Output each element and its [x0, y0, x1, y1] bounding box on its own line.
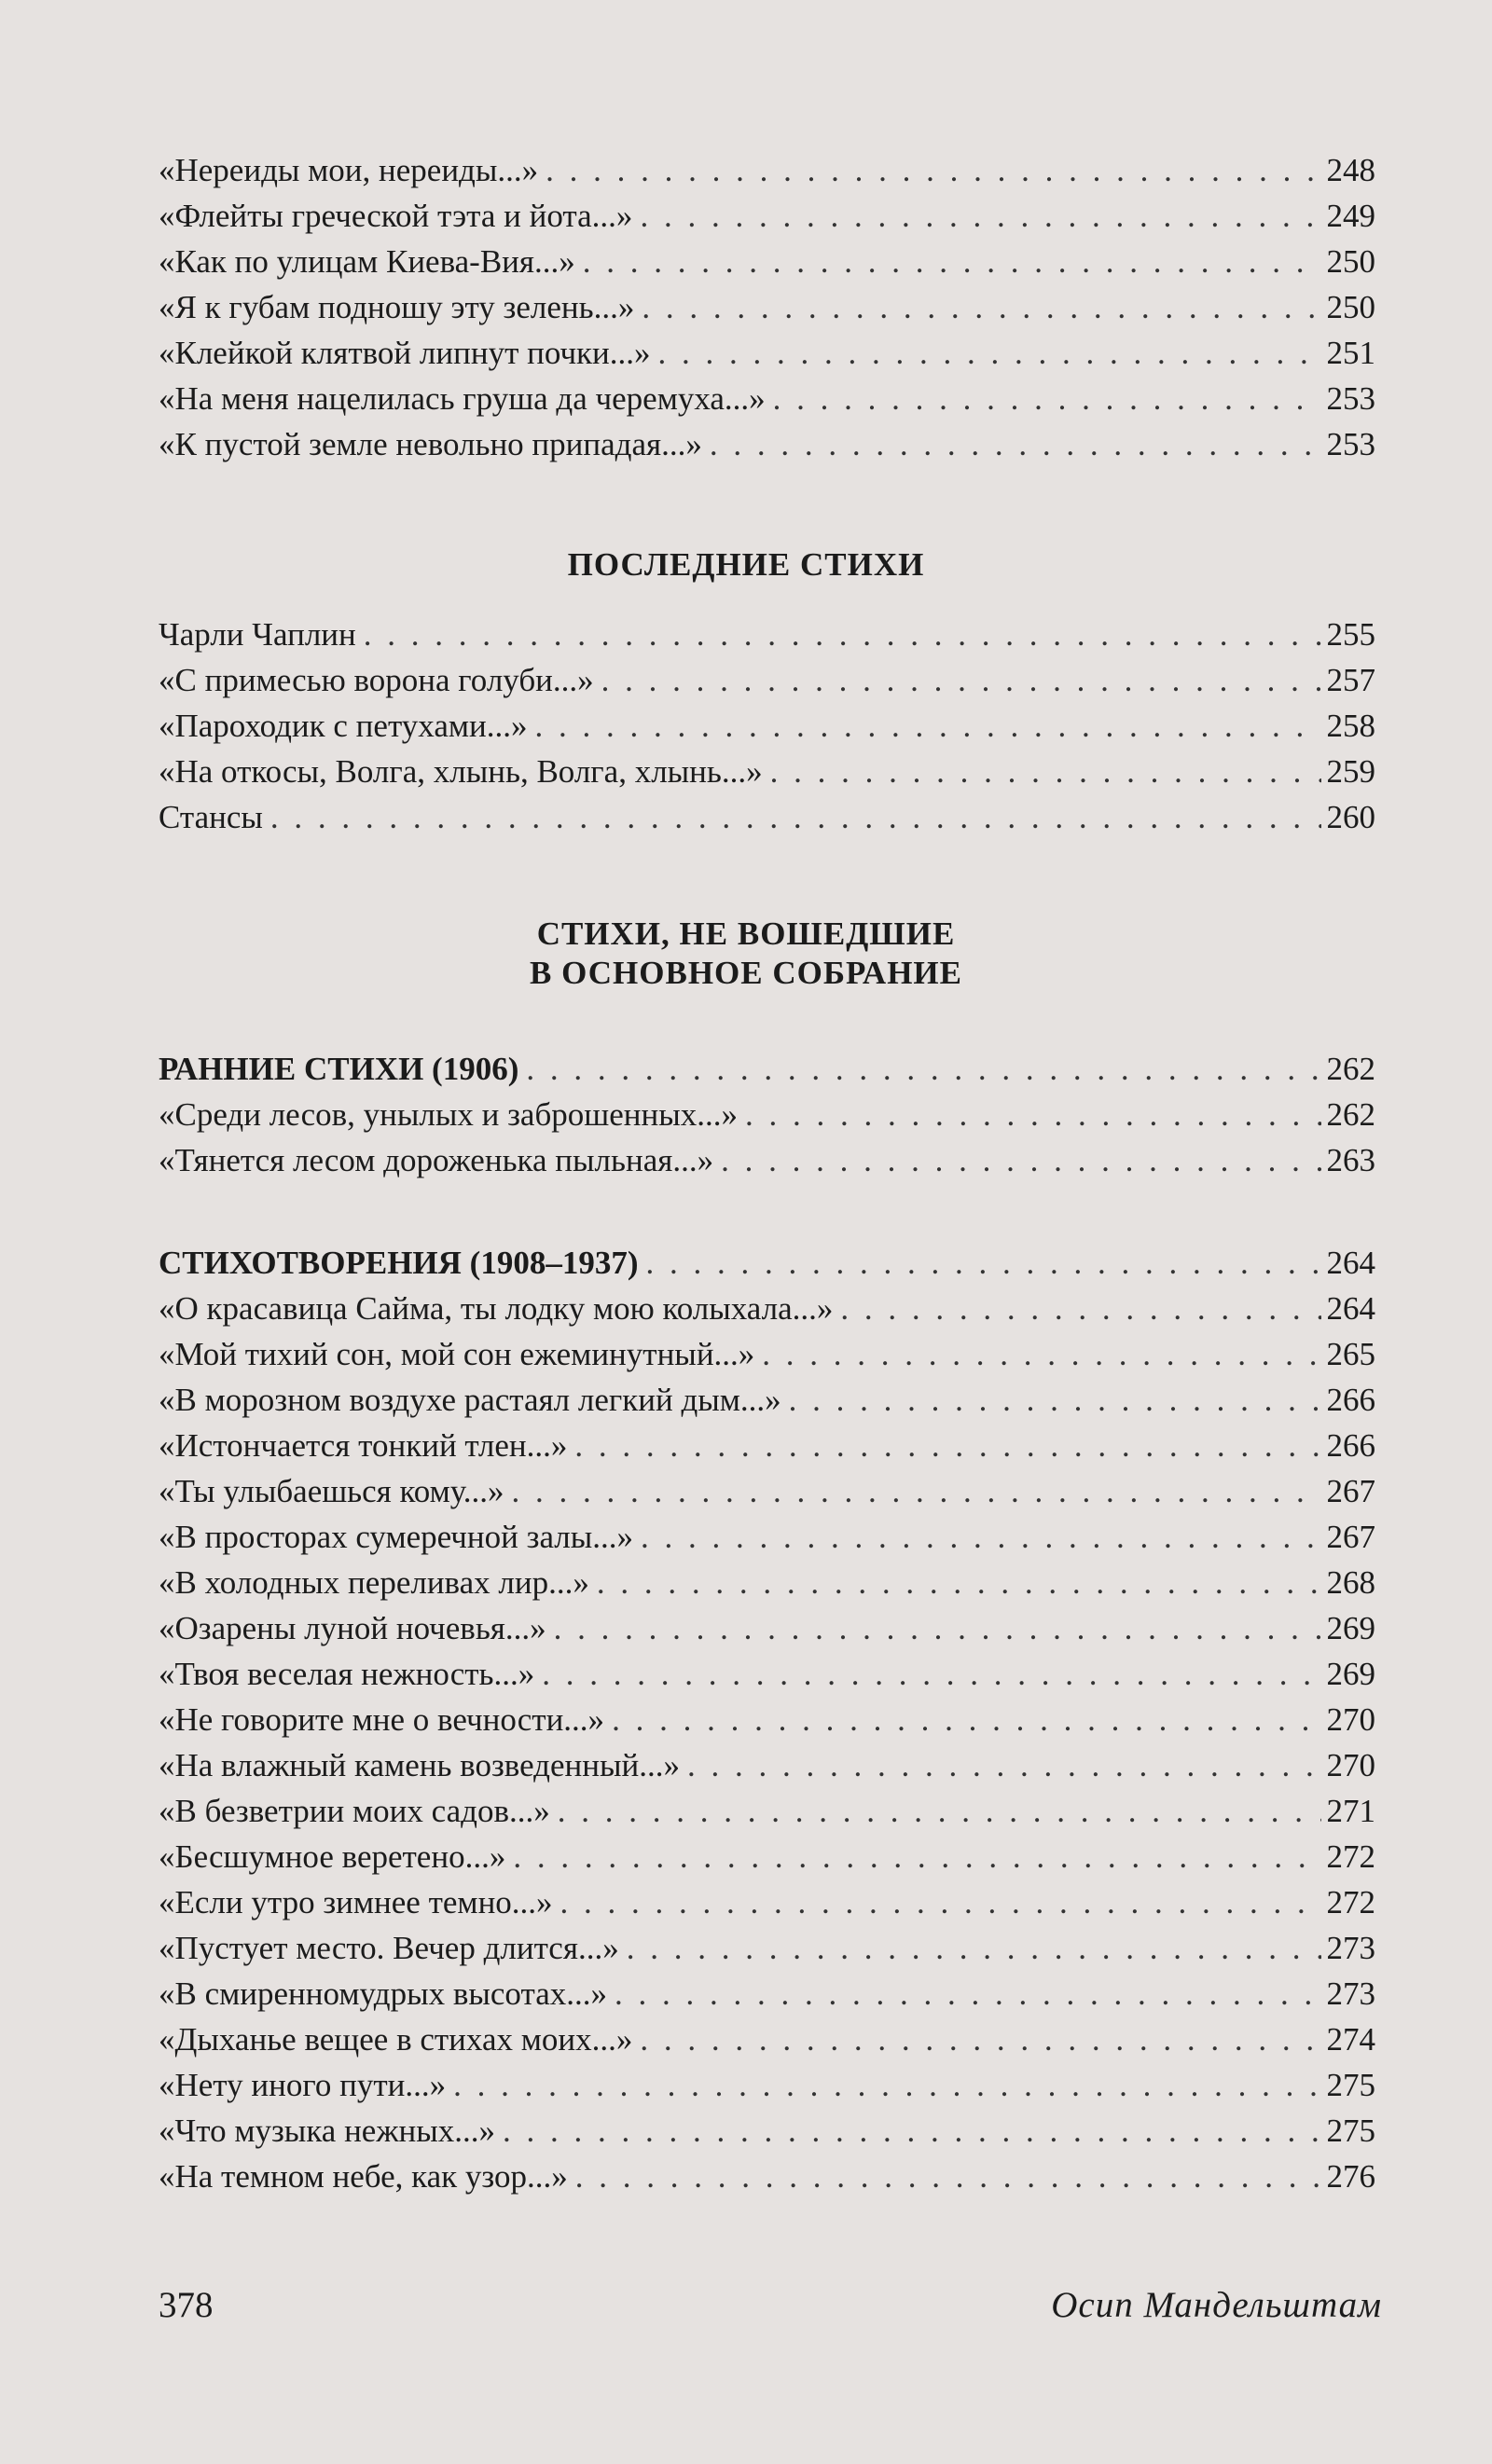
toc-entry: [159, 1651, 1375, 1697]
dot-leader: [503, 2108, 1320, 2154]
toc-group-early: [159, 1046, 1375, 1183]
toc-entry: [159, 1468, 1375, 1514]
entry-title: «В морозном воздухе растаял легкий дым...»: [159, 1382, 781, 1418]
entry-title: Чарли Чаплин: [159, 616, 356, 653]
toc-entry: [159, 1423, 1375, 1468]
dot-leader: [745, 1092, 1321, 1137]
entry-title: «Истончается тонкий тлен...»: [159, 1427, 568, 1464]
entry-title: «Если утро зимнее темно...»: [159, 1884, 553, 1920]
entry-title: «Дыханье вещее в стихах моих...»: [159, 2021, 633, 2058]
dot-leader: [641, 1514, 1320, 1560]
toc-entry: [159, 2017, 1375, 2062]
toc-entry: [159, 421, 1375, 467]
section-title-last-poems: ПОСЛЕДНИЕ СТИХИ: [567, 546, 925, 583]
entry-title: «Клейкой клятвой липнут почки...»: [159, 335, 651, 371]
dot-leader: [597, 1560, 1321, 1605]
dot-leader: [575, 2154, 1321, 2199]
entry-title: «В холодных переливах лир...»: [159, 1564, 589, 1601]
entry-title: «Что музыка нежных...»: [159, 2113, 496, 2149]
toc-entry: [159, 749, 1375, 794]
dot-leader: [583, 239, 1321, 284]
section-title-uncollected-line2: В ОСНОВНОЕ СОБРАНИЕ: [530, 955, 962, 991]
entry-title: «Среди лесов, унылых и заброшенных...»: [159, 1096, 738, 1133]
toc-entry: [159, 1605, 1375, 1651]
entry-title: «Озарены луной ночевья...»: [159, 1610, 546, 1646]
toc-entry: [159, 239, 1375, 284]
dot-leader: [640, 193, 1320, 239]
entry-title: Стансы: [159, 799, 263, 835]
dot-leader: [542, 1651, 1320, 1697]
dot-leader: [558, 1788, 1321, 1834]
entry-page: 249: [1326, 198, 1375, 234]
subsection-heading-early: [159, 1046, 1375, 1092]
entry-page: 258: [1326, 708, 1375, 744]
dot-leader: [511, 1468, 1320, 1514]
toc-entry: [159, 1286, 1375, 1331]
dot-leader: [513, 1834, 1320, 1879]
dot-leader: [640, 2017, 1320, 2062]
dot-leader: [840, 1286, 1320, 1331]
entry-title: «С примесью ворона голуби...»: [159, 662, 594, 698]
entry-page: 253: [1326, 426, 1375, 462]
dot-leader: [601, 657, 1321, 703]
entry-page: 275: [1326, 2067, 1375, 2103]
dot-leader: [721, 1137, 1320, 1183]
dot-leader: [560, 1879, 1321, 1925]
dot-leader: [270, 794, 1321, 840]
toc-group-poems: [159, 1240, 1375, 2199]
page-number: 378: [159, 2285, 214, 2325]
entry-title: «Как по улицам Киева-Вия...»: [159, 243, 575, 280]
toc-entry: [159, 1834, 1375, 1879]
toc-entry: [159, 1560, 1375, 1605]
entry-page: 264: [1326, 1290, 1375, 1327]
entry-page: 270: [1326, 1701, 1375, 1738]
entry-page: 250: [1326, 243, 1375, 280]
dot-leader: [762, 1331, 1320, 1377]
toc-entry: [159, 284, 1375, 330]
toc-entry: [159, 612, 1375, 657]
toc-entry: [159, 1788, 1375, 1834]
entry-title: «Нету иного пути...»: [159, 2067, 447, 2103]
subsection-heading-poems: [159, 1240, 1375, 1286]
entry-page: 253: [1326, 380, 1375, 417]
toc-entry: [159, 1742, 1375, 1788]
entry-page: 268: [1326, 1564, 1375, 1601]
entry-page: 262: [1326, 1096, 1375, 1133]
entry-title: «Нереиды мои, нереиды...»: [159, 152, 539, 188]
toc-entry: [159, 1514, 1375, 1560]
dot-leader: [615, 1971, 1321, 2017]
entry-page: 263: [1326, 1142, 1375, 1178]
dot-leader: [612, 1697, 1320, 1742]
entry-page: 262: [1326, 1051, 1375, 1087]
entry-page: 248: [1326, 152, 1375, 188]
toc-entry: [159, 1137, 1375, 1183]
entry-page: 250: [1326, 289, 1375, 325]
entry-title: «Я к губам подношу эту зелень...»: [159, 289, 635, 325]
entry-title: «На откосы, Волга, хлынь, Волга, хлынь...»: [159, 753, 763, 790]
dot-leader: [773, 376, 1321, 421]
dot-leader: [546, 147, 1320, 193]
entry-page: 274: [1326, 2021, 1375, 2058]
entry-page: 266: [1326, 1427, 1375, 1464]
entry-page: 272: [1326, 1838, 1375, 1875]
dot-leader: [710, 421, 1321, 467]
entry-page: 265: [1326, 1336, 1375, 1372]
toc-entry: [159, 193, 1375, 239]
dot-leader: [526, 1046, 1320, 1092]
entry-title: РАННИЕ СТИХИ (1906): [159, 1051, 519, 1087]
entry-page: 275: [1326, 2113, 1375, 2149]
toc-entry: [159, 1697, 1375, 1742]
entry-title: «В смиренномудрых высотах...»: [159, 1975, 607, 2012]
toc-entry: [159, 1925, 1375, 1971]
entry-title: «В просторах сумеречной залы...»: [159, 1519, 634, 1555]
entry-page: 276: [1326, 2158, 1375, 2195]
entry-title: «Ты улыбаешься кому...»: [159, 1473, 504, 1509]
toc-entry: [159, 147, 1375, 193]
toc-entry: [159, 1092, 1375, 1137]
toc-entry: [159, 330, 1375, 376]
entry-page: 267: [1326, 1519, 1375, 1555]
toc-entry: [159, 1971, 1375, 2017]
toc-entry: [159, 1331, 1375, 1377]
dot-leader: [534, 703, 1320, 749]
entry-page: 257: [1326, 662, 1375, 698]
entry-title: «На темном небе, как узор...»: [159, 2158, 568, 2195]
entry-title: «Флейты греческой тэта и йота...»: [159, 198, 633, 234]
entry-page: 269: [1326, 1610, 1375, 1646]
entry-page: 272: [1326, 1884, 1375, 1920]
dot-leader: [453, 2062, 1320, 2108]
entry-page: 273: [1326, 1975, 1375, 2012]
running-footer-author: Осип Мандельштам: [1051, 2285, 1382, 2325]
entry-title: «В безветрии моих садов...»: [159, 1793, 550, 1829]
entry-page: 271: [1326, 1793, 1375, 1829]
toc-group-last-poems: [159, 612, 1375, 840]
toc-entry: [159, 657, 1375, 703]
dot-leader: [642, 284, 1320, 330]
dot-leader: [554, 1605, 1321, 1651]
entry-page: 270: [1326, 1747, 1375, 1783]
entry-title: «Бесшумное веретено...»: [159, 1838, 506, 1875]
dot-leader: [789, 1377, 1321, 1423]
entry-page: 251: [1326, 335, 1375, 371]
toc-entry: [159, 2108, 1375, 2154]
dot-leader: [646, 1240, 1321, 1286]
dot-leader: [687, 1742, 1321, 1788]
entry-title: «К пустой земле невольно припадая...»: [159, 426, 702, 462]
dot-leader: [658, 330, 1321, 376]
toc-group-top: [159, 147, 1375, 467]
toc-entry: [159, 376, 1375, 421]
toc-entry: [159, 2062, 1375, 2108]
toc-entry: [159, 703, 1375, 749]
entry-page: 267: [1326, 1473, 1375, 1509]
toc-entry: [159, 1377, 1375, 1423]
dot-leader: [574, 1423, 1320, 1468]
entry-title: СТИХОТВОРЕНИЯ (1908–1937): [159, 1245, 639, 1281]
dot-leader: [627, 1925, 1321, 1971]
entry-page: 266: [1326, 1382, 1375, 1418]
entry-page: 273: [1326, 1930, 1375, 1966]
dot-leader: [364, 612, 1321, 657]
dot-leader: [770, 749, 1321, 794]
entry-page: 264: [1326, 1245, 1375, 1281]
entry-page: 255: [1326, 616, 1375, 653]
entry-title: «На влажный камень возведенный...»: [159, 1747, 680, 1783]
entry-title: «Твоя веселая нежность...»: [159, 1656, 535, 1692]
entry-title: «Мой тихий сон, мой сон ежеминутный...»: [159, 1336, 755, 1372]
entry-title: «Не говорите мне о вечности...»: [159, 1701, 605, 1738]
toc-entry: [159, 2154, 1375, 2199]
section-title-uncollected-line1: СТИХИ, НЕ ВОШЕДШИЕ: [536, 915, 956, 952]
entry-title: «Пустует место. Вечер длится...»: [159, 1930, 619, 1966]
entry-page: 260: [1326, 799, 1375, 835]
entry-title: «О красавица Сайма, ты лодку мою колыхала...»: [159, 1290, 834, 1327]
toc-entry: [159, 794, 1375, 840]
entry-title: «Пароходик с петухами...»: [159, 708, 528, 744]
entry-title: «Тянется лесом дороженька пыльная...»: [159, 1142, 714, 1178]
entry-page: 269: [1326, 1656, 1375, 1692]
entry-title: «На меня нацелилась груша да черемуха...»: [159, 380, 766, 417]
toc-entry: [159, 1879, 1375, 1925]
entry-page: 259: [1326, 753, 1375, 790]
